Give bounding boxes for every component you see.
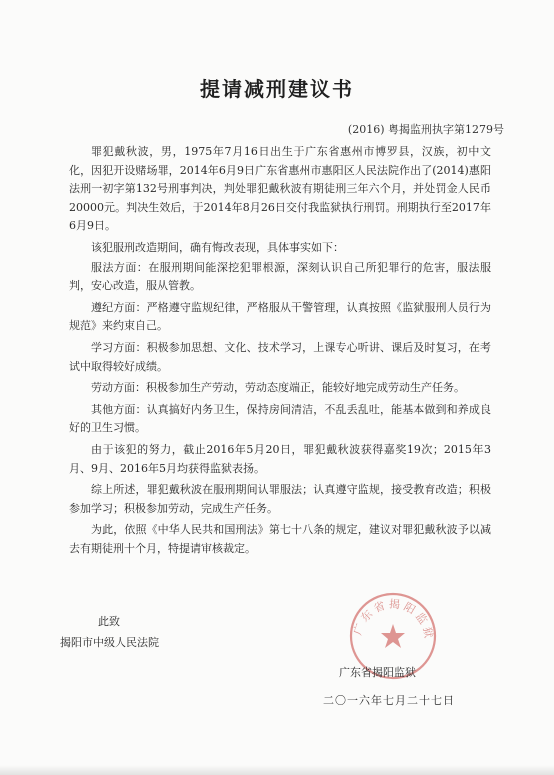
document-title: 提请减刑建议书	[200, 77, 354, 101]
page-edge-shadow	[0, 765, 554, 775]
document-date: 二〇一六年七月二十七日	[323, 694, 455, 707]
paragraph-other: 其他方面：认真搞好内务卫生，保持房间清洁，不乱丢乱吐，能基本做到和养成良好的卫生习惯。	[69, 402, 491, 435]
closing-addressee: 揭阳市中级人民法院	[60, 636, 159, 649]
paragraph-study: 学习方面：积极参加思想、文化、技术学习，上课专心听讲、课后及时复习，在考试中取得较好成绩。	[69, 340, 491, 373]
paragraph-summary: 综上所述，罪犯戴秋波在服刑期间认罪服法；认真遵守监规，接受教育改造；积极参加学习；积极参加劳动，完成生产任务。	[69, 483, 491, 515]
issuer-name: 广东省揭阳监狱	[339, 666, 416, 679]
paragraph-basic-info: 罪犯戴秋波，男，1975年7月16日出生于广东省惠州市博罗县，汉族，初中文化，因犯开设赌场罪，2014年6月9日广东省惠州市惠阳区人民法院作出了(2014)惠阳法刑一初字第132号刑事判决，判处罪犯戴秋波有期徒刑三年六个月，并处罚金人民币20000元。判决生效后，于2014年8月26日交付我监狱执行刑罚。刑期执行至2017年6月9日。	[69, 145, 491, 233]
paragraph-intro: 该犯服刑改造期间，确有悔改表现，具体事实如下：	[91, 240, 344, 254]
seal-star-icon	[381, 624, 405, 648]
document-body	[69, 143, 491, 561]
seal-text: 广东省揭阳监狱	[351, 597, 436, 643]
paragraph-rewards: 由于该犯的努力，截止2016年5月20日，罪犯戴秋波获得嘉奖19次；2015年3月、9月、2016年5月均获得监狱表扬。	[69, 442, 491, 475]
paragraph-obedience: 服法方面：在服刑期间能深挖犯罪根源，深刻认识自己所犯罪行的危害，服法服判，安心改造，服从管教。	[69, 260, 491, 293]
document-number: (2016) 粤揭监刑执字第1279号	[347, 123, 504, 136]
paragraph-recommendation: 为此，依照《中华人民共和国刑法》第七十八条的规定，建议对罪犯戴秋波予以减去有期徒刑十个月，特提请审核裁定。	[69, 523, 491, 555]
paragraph-discipline: 遵纪方面：严格遵守监规纪律，严格服从干警管理，认真按照《监狱服刑人员行为规范》来约束自己。	[69, 300, 491, 333]
paragraph-labor: 劳动方面：积极参加生产劳动，劳动态度端正，能较好地完成劳动生产任务。	[91, 381, 465, 395]
closing-salutation: 此致	[98, 615, 120, 628]
closing-block	[60, 611, 159, 653]
